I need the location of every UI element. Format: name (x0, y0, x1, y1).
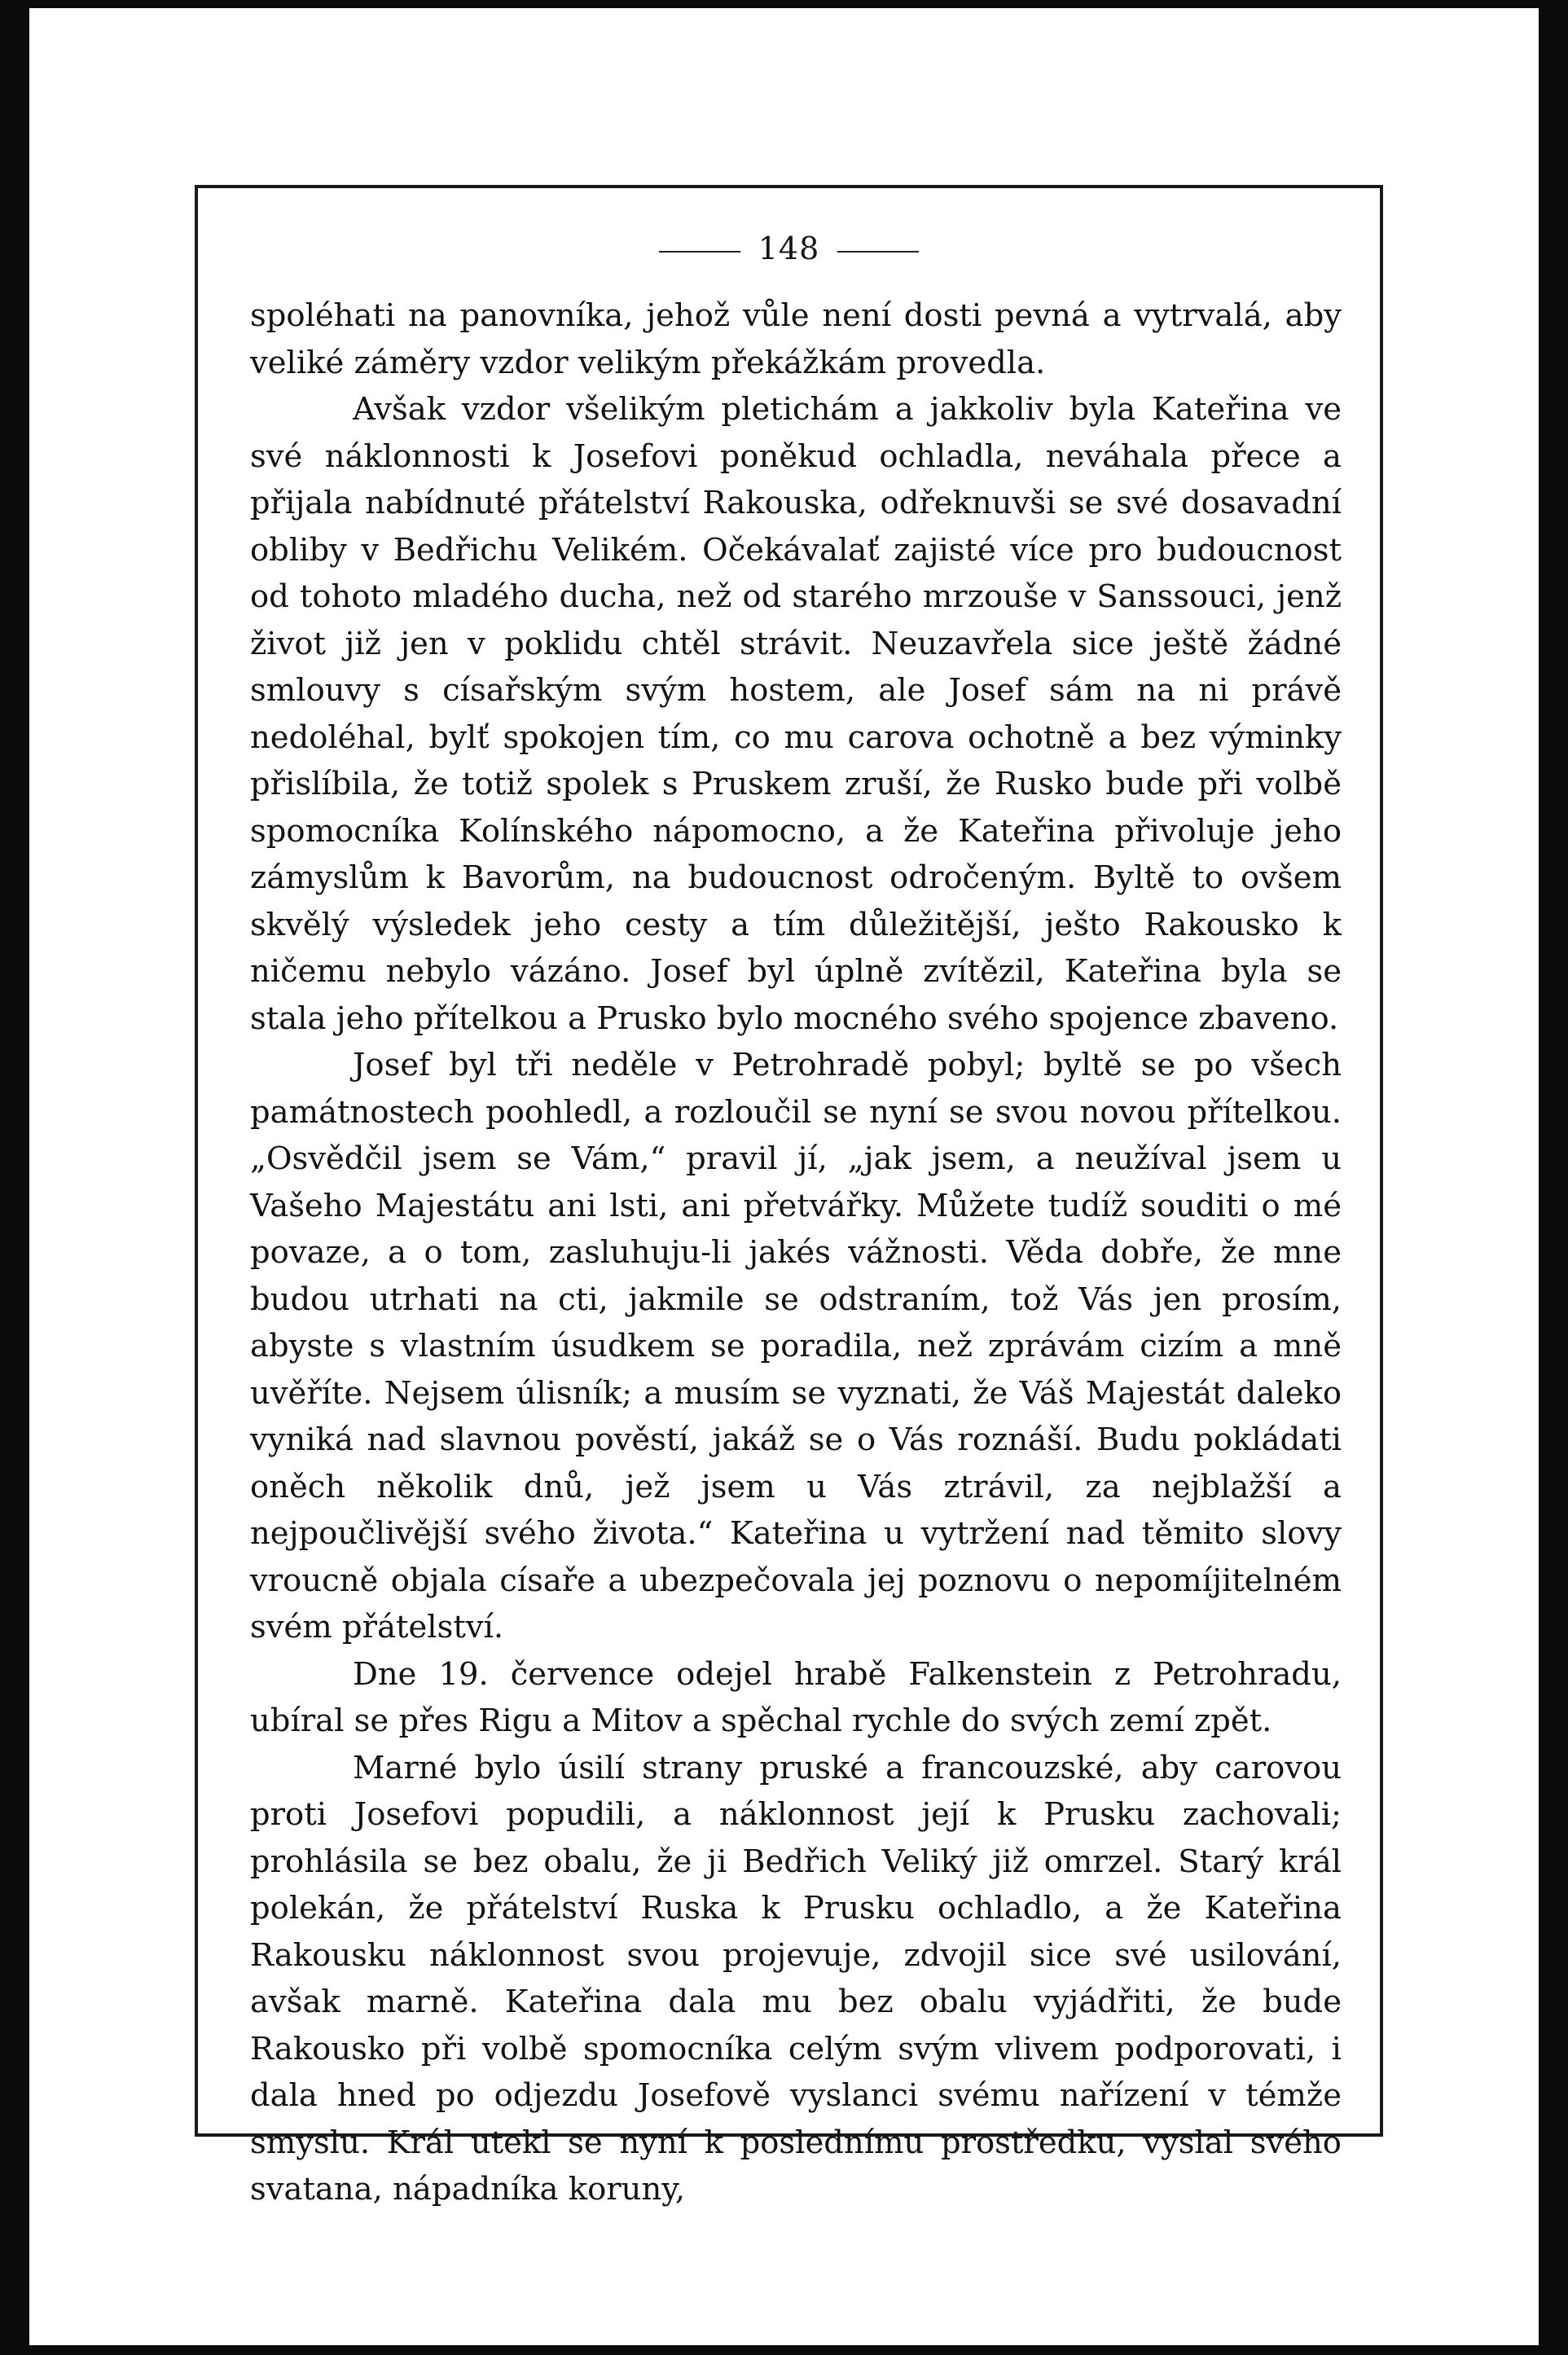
paragraph: Dne 19. července odejel hrabě Falkenstein z Petrohradu, ubíral se přes Rigu a Mitov a spěchal rychle do svých zemí zpět. (250, 1655, 1342, 1739)
paragraph: Josef byl tři neděle v Petrohradě pobyl; byltě se po všech památnostech poohledl, a rozloučil se nyní se svou novou přítelkou. „Osvědčil jsem se Vám,“ pravil jí, „jak jsem, a neužíval jsem u Vašeho Majestátu ani lsti, ani přetvářky. Můžete tudíž souditi o mé povaze, a o tom, zasluhuju-li jakés vážnosti. Věda dobře, že mne budou utrhati na cti, jakmile se odstraním, tož Vás jen prosím, abyste s vlastním úsudkem se poradila, než zprávám cizím a mně uvěříte. Nejsem úlisník; a musím se vyznati, že Váš Majestát daleko vyniká nad slavnou pověstí, jakáž se o Vás roznáší. Budu pokládati oněch několik dnů, jež jsem u Vás ztrávil, za nejblažší a nejpoučlivější svého života.“ Kateřina u vytržení nad těmito slovy vroucně objala císaře a ubezpečovala jej poznovu o nepomíjitelném svém přátelství. (250, 1047, 1342, 1645)
body-text (250, 292, 1342, 2213)
paragraph: Marné bylo úsilí strany pruské a francouzské, aby carovou proti Josefovi popudili, a náklonnost její k Prusku zachovali; prohlásila se bez obalu, že ji Bedřich Veliký již omrzel. Starý král polekán, že přátelství Ruska k Prusku ochladlo, a že Kateřina Rakousku náklonnost svou projevuje, zdvojil sice své usilování, avšak marně. Kateřina dala mu bez obalu vyjádřiti, že bude Rakousko při volbě spomocníka celým svým vlivem podporovati, i dala hned po odjezdu Josefově vyslanci svému nařízení v témže smyslu. Král utekl se nyní k poslednímu prostředku, vyslal svého svatana, nápadníka koruny, (250, 1749, 1342, 2208)
page-number-dash-right (837, 251, 919, 253)
page-number-dash-left (659, 251, 740, 253)
page-number: 148 (758, 231, 820, 266)
paragraph: spoléhati na panovníka, jehož vůle není dosti pevná a vytrvalá, aby veliké záměry vzdor velikým překážkám provedla. (250, 297, 1342, 381)
page-number-header (198, 231, 1380, 266)
paragraph: Avšak vzdor všelikým pletichám a jakkoliv byla Kateřina ve své náklonnosti k Josefovi poněkud ochladla, neváhala přece a přijala nabídnuté přátelství Rakouska, odřeknuvši se své dosavadní obliby v Bedřichu Velikém. Očekávalať zajisté více pro budoucnost od tohoto mladého ducha, než od starého mrzouše v Sanssouci, jenž život již jen v poklidu chtěl strávit. Neuzavřela sice ještě žádné smlouvy s císařským svým hostem, ale Josef sám na ni právě nedoléhal, bylť spokojen tím, co mu carova ochotně a bez výminky přislíbila, že totiž spolek s Pruskem zruší, že Rusko bude při volbě spomocníka Kolínského nápomocno, a že Kateřina přivoluje jeho zámyslům k Bavorům, na budoucnost odročeným. Byltě to ovšem skvělý výsledek jeho cesty a tím důležitější, ješto Rakousko k ničemu nebylo vázáno. Josef byl úplně zvítězil, Kateřina byla se stala jeho přítelkou a Prusko bylo mocného svého spojence zbaveno. (250, 391, 1342, 1037)
page-text-frame (195, 185, 1383, 2208)
